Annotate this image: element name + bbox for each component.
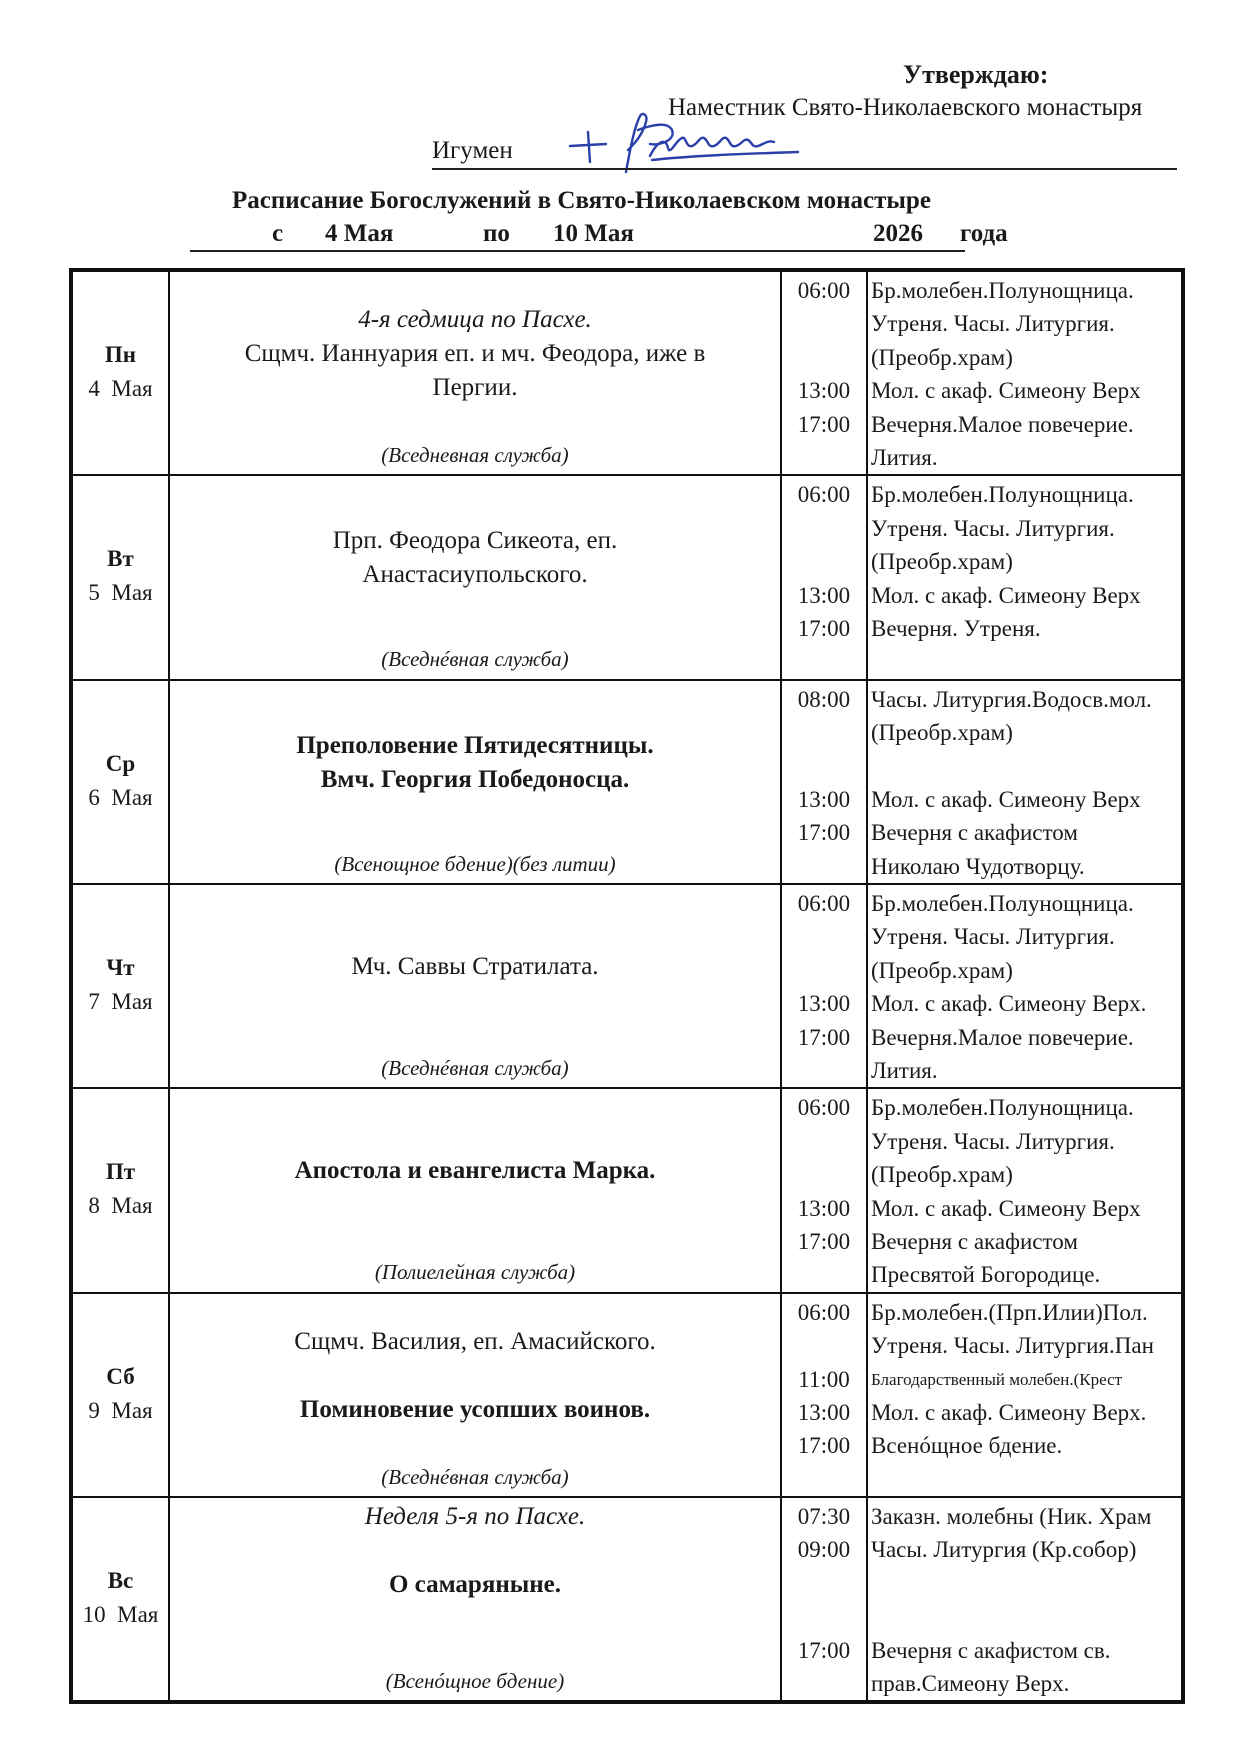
- service-type: (Всенощное бдение)(без литии): [334, 851, 616, 876]
- service-line: Мол. с акаф. Симеону Верх: [871, 378, 1141, 404]
- service-time: [782, 1158, 866, 1191]
- schedule-row: [71, 884, 1183, 1088]
- service-type: (Вседнéвная служба): [381, 1464, 569, 1489]
- service-line: Вечерня с акафистом: [871, 820, 1078, 846]
- schedule-period: [190, 220, 965, 252]
- service-time: 17:00: [797, 615, 851, 641]
- service-time: 06:00: [797, 482, 851, 508]
- service-line: Мол. с акаф. Симеону Верх.: [871, 1399, 1147, 1425]
- day-of-week: Ср: [105, 750, 136, 776]
- service-line: Вечерня.Малое повечерие.: [871, 1024, 1134, 1050]
- service-line: Утреня. Часы. Литургия.Пан: [871, 1333, 1154, 1359]
- service-line: (Преобр.храм): [871, 957, 1013, 983]
- approver-rank: Игумен: [432, 137, 513, 164]
- service-type: (Всенóщное бдение): [385, 1669, 565, 1694]
- service-time: 09:00: [797, 1537, 851, 1563]
- service-line: Утреня. Часы. Литургия.: [871, 515, 1115, 541]
- service-line: Лития.: [871, 444, 938, 470]
- service-time: 11:00: [798, 1366, 850, 1392]
- approval-title: Утверждаю:: [903, 60, 1049, 89]
- day-of-week: Вс: [107, 1568, 134, 1594]
- service-line: Николаю Чудотворцу.: [871, 853, 1085, 879]
- service-time: 13:00: [797, 1399, 851, 1425]
- service-line: Утреня. Часы. Литургия.: [871, 924, 1115, 950]
- service-line: Утреня. Часы. Литургия.: [871, 311, 1115, 337]
- service-line: Пресвятой Богородице.: [871, 1262, 1101, 1288]
- service-time: 17:00: [797, 1637, 851, 1663]
- handwritten-signature: [568, 110, 808, 188]
- schedule-row: [71, 1497, 1183, 1702]
- feast-line: О самаряныне.: [388, 1571, 562, 1599]
- service-line: (Преобр.храм): [871, 720, 1013, 746]
- feast-line: Апостола и евангелиста Марка.: [294, 1157, 656, 1185]
- service-line: Часы. Литургия.Водосв.мол.: [871, 686, 1152, 712]
- period-to-label: по: [483, 220, 510, 247]
- service-line: Благодарственный молебен.(Крест: [871, 1369, 1123, 1389]
- service-time: 06:00: [797, 891, 851, 917]
- approver-role: Наместник Свято-Николаевского монастыря: [668, 94, 1143, 121]
- day-date: 10 Мая: [82, 1602, 159, 1628]
- feast-cell: [169, 1497, 781, 1702]
- service-line: [868, 1600, 1181, 1633]
- times-cell: [781, 475, 867, 679]
- service-time: [782, 1125, 866, 1158]
- times-cell: [781, 884, 867, 1088]
- feast-line: Пергии.: [432, 374, 518, 401]
- service-time: 13:00: [797, 582, 851, 608]
- times-cell: [781, 1293, 867, 1497]
- feast-line: Анастасиупольского.: [362, 561, 588, 589]
- schedule-row: [71, 475, 1183, 679]
- service-time: 13:00: [797, 1195, 851, 1221]
- service-line: Бр.молебен.Полунощница.: [871, 278, 1134, 303]
- times-cell: [781, 1088, 867, 1292]
- schedule-row: [71, 1293, 1183, 1497]
- feast-line: Вмч. Георгия Победоносца.: [320, 765, 630, 793]
- service-time: [782, 512, 866, 545]
- day-of-week: Пн: [104, 342, 137, 367]
- feast-cell: [169, 680, 781, 884]
- service-line: Вечерня с акафистом: [871, 1228, 1078, 1254]
- feast-cell: [169, 475, 781, 679]
- approval-block: [0, 0, 1240, 280]
- day-of-week: Пт: [105, 1159, 136, 1185]
- service-time: [782, 545, 866, 578]
- schedule-row: [71, 270, 1183, 475]
- feast-cell: [169, 884, 781, 1088]
- day-date: 7 Мая: [88, 989, 153, 1015]
- service-time: [782, 307, 866, 340]
- schedule-row: [71, 680, 1183, 884]
- times-cell: [781, 1497, 867, 1702]
- service-type: (Вседнéвная служба): [381, 647, 569, 672]
- service-line: Вечерня.Малое повечерие.: [871, 411, 1134, 437]
- service-time: [782, 920, 866, 953]
- day-cell: [71, 680, 169, 884]
- period-year: 2026: [873, 220, 923, 247]
- feast-line: Мч. Саввы Стратилата.: [351, 953, 599, 981]
- service-time: 17:00: [797, 1433, 851, 1459]
- service-line: Часы. Литургия (Кр.собор): [871, 1537, 1137, 1563]
- service-type: (Вседнéвная служба): [381, 1056, 569, 1081]
- services-cell: [867, 680, 1183, 884]
- services-cell: [867, 1088, 1183, 1292]
- service-line: Вечерня с акафистом св.: [871, 1637, 1111, 1663]
- feast-cell: [169, 270, 781, 475]
- service-line: Мол. с акаф. Симеону Верх: [871, 1195, 1141, 1221]
- service-time: 13:00: [797, 991, 851, 1017]
- feast-cell: [169, 1088, 781, 1292]
- day-date: 8 Мая: [88, 1193, 153, 1219]
- feast-line: 4-я седмица по Пасхе.: [358, 306, 592, 333]
- day-cell: [71, 1497, 169, 1702]
- feast-line: Поминовение усопших воинов.: [299, 1395, 651, 1423]
- service-time: 06:00: [797, 1299, 851, 1325]
- services-cell: [867, 475, 1183, 679]
- services-cell: [867, 270, 1183, 475]
- service-time: [782, 1054, 866, 1087]
- service-time: [782, 1329, 866, 1362]
- service-time: 08:00: [797, 686, 851, 712]
- day-of-week: Чт: [106, 955, 135, 981]
- day-date: 4 Мая: [88, 376, 153, 401]
- service-line: Бр.молебен.Полунощница.: [871, 482, 1134, 508]
- times-cell: [781, 680, 867, 884]
- service-time: [782, 1667, 866, 1700]
- period-year-suffix: года: [960, 220, 1008, 247]
- service-line: Утреня. Часы. Литургия.: [871, 1128, 1115, 1154]
- service-line: Лития.: [871, 1057, 938, 1083]
- service-time: 17:00: [797, 820, 851, 846]
- service-line: Бр.молебен.(Прп.Илии)Пол.: [871, 1299, 1148, 1325]
- service-time: [782, 749, 866, 782]
- service-line: Бр.молебен.Полунощница.: [871, 891, 1134, 917]
- feast-line: Прп. Феодора Сикеота, еп.: [332, 527, 618, 555]
- service-line: Мол. с акаф. Симеону Верх: [871, 582, 1141, 608]
- day-cell: [71, 884, 169, 1088]
- service-time: 06:00: [797, 1095, 851, 1121]
- service-time: [782, 1567, 866, 1600]
- service-line: Мол. с акаф. Симеону Верх.: [871, 991, 1147, 1017]
- services-cell: [867, 1497, 1183, 1702]
- service-line: [868, 1463, 1181, 1496]
- feast-line: Сщмч. Василия, еп. Амасийского.: [294, 1327, 656, 1355]
- service-line: Всенóщное бдение.: [871, 1433, 1063, 1459]
- service-time: 13:00: [797, 378, 851, 404]
- period-end-date: 10 Мая: [553, 220, 634, 247]
- service-time: 06:00: [797, 278, 851, 303]
- times-cell: [781, 270, 867, 475]
- service-time: [782, 850, 866, 883]
- services-cell: [867, 1293, 1183, 1497]
- services-cell: [867, 884, 1183, 1088]
- service-time: 17:00: [797, 1024, 851, 1050]
- day-cell: [71, 1088, 169, 1292]
- service-type: (Полиелейная служба): [374, 1260, 576, 1285]
- service-line: Заказн. молебны (Ник. Храм: [871, 1504, 1152, 1530]
- service-time: [782, 441, 866, 474]
- service-time: [782, 1463, 866, 1496]
- service-time: [782, 645, 866, 678]
- service-line: [868, 645, 1181, 678]
- feast-line: Неделя 5-я по Пасхе.: [364, 1503, 586, 1531]
- service-time: [782, 341, 866, 374]
- schedule-title: Расписание Богослужений в Свято-Николаевском монастыре: [232, 187, 931, 214]
- service-time: [782, 954, 866, 987]
- service-line: [868, 1567, 1181, 1600]
- feast-line: Сщмч. Ианнуария еп. и мч. Феодора, иже в: [244, 340, 706, 367]
- service-type: (Вседневная служба): [381, 443, 569, 467]
- period-start-date: 4 Мая: [325, 220, 394, 247]
- service-time: 13:00: [797, 786, 851, 812]
- service-time: [782, 1258, 866, 1291]
- period-from-label: с: [272, 220, 284, 247]
- service-line: Бр.молебен.Полунощница.: [871, 1095, 1134, 1121]
- day-date: 9 Мая: [88, 1397, 153, 1423]
- service-line: [868, 749, 1181, 782]
- feast-cell: [169, 1293, 781, 1497]
- service-line: Мол. с акаф. Симеону Верх: [871, 786, 1141, 812]
- service-line: (Преобр.храм): [871, 1162, 1013, 1188]
- day-cell: [71, 1293, 169, 1497]
- signature-line: [432, 168, 1177, 170]
- service-time: 17:00: [797, 411, 851, 437]
- service-line: прав.Симеону Верх.: [871, 1671, 1070, 1697]
- day-of-week: Вт: [107, 546, 134, 572]
- day-date: 5 Мая: [88, 580, 153, 606]
- day-date: 6 Мая: [88, 784, 153, 810]
- service-line: (Преобр.храм): [871, 549, 1013, 575]
- service-time: [782, 716, 866, 749]
- day-of-week: Сб: [106, 1363, 135, 1389]
- day-cell: [71, 475, 169, 679]
- service-time: 07:30: [797, 1504, 851, 1530]
- service-time: [782, 1600, 866, 1633]
- service-line: (Преобр.храм): [871, 344, 1013, 370]
- day-cell: [71, 270, 169, 475]
- schedule-row: [71, 1088, 1183, 1292]
- service-time: 17:00: [797, 1228, 851, 1254]
- feast-line: Преполовение Пятидесятницы.: [296, 731, 654, 759]
- service-line: Вечерня. Утреня.: [871, 615, 1041, 641]
- service-schedule-table: [69, 268, 1185, 1704]
